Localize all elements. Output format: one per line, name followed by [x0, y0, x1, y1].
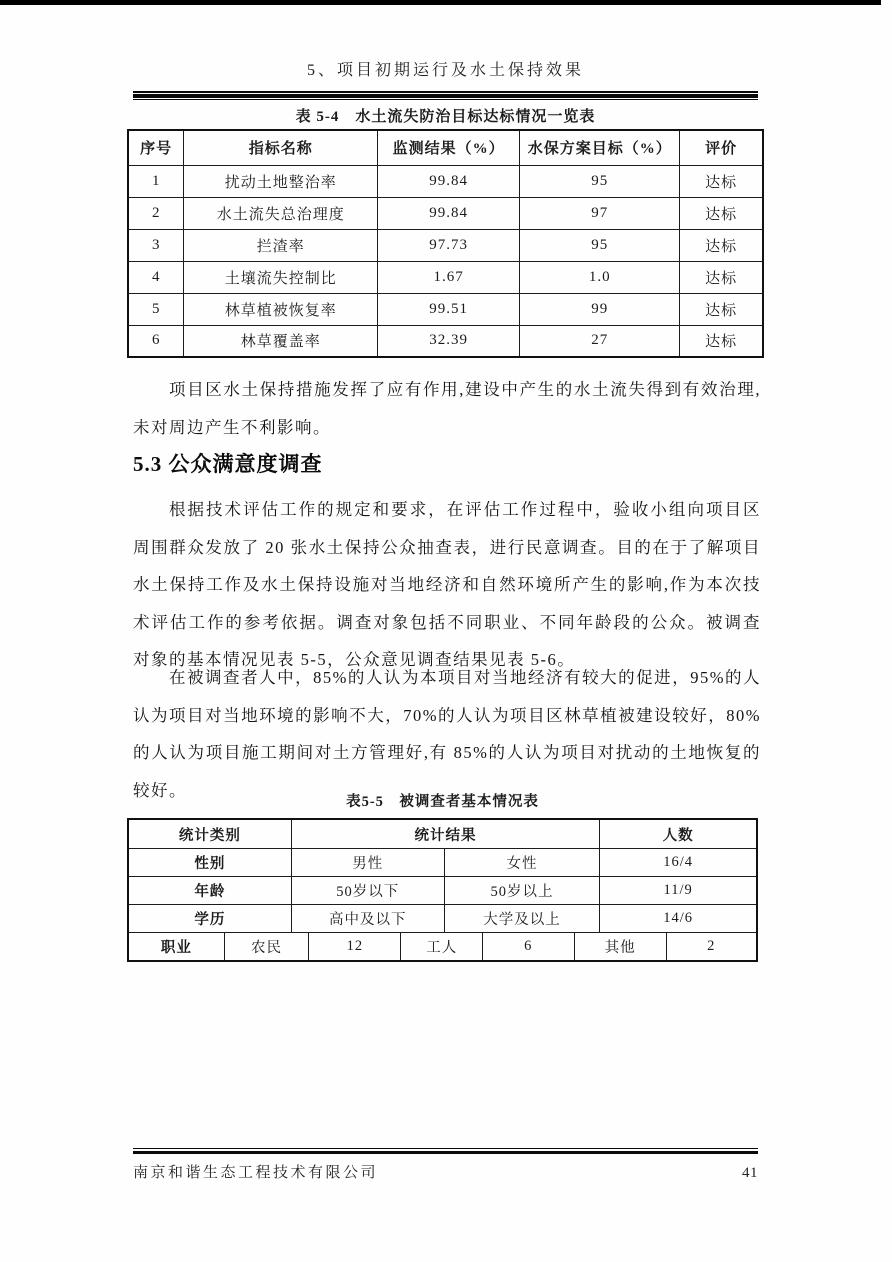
cell: 99.84 — [378, 165, 520, 197]
cell: 职业 — [160, 940, 192, 956]
table-5-5 — [127, 818, 758, 962]
table-row — [128, 197, 763, 229]
page-number: 41 — [742, 1165, 758, 1181]
header-double-rule — [133, 91, 758, 100]
cell: 27 — [520, 325, 680, 357]
section-heading-5-3: 5.3 公众满意度调查 — [133, 452, 323, 476]
cell: 女性 — [444, 849, 599, 876]
cell: 11/9 — [599, 877, 756, 904]
footer-rule-thin — [133, 1148, 758, 1149]
cell: 达标 — [680, 325, 763, 357]
cell: 97.73 — [378, 229, 520, 261]
table-5-5-caption: 表5-5 被调查者基本情况表 — [346, 794, 539, 810]
cell: 工人 — [400, 933, 482, 960]
column-header-plan-target: 水保方案目标（%） — [520, 130, 680, 165]
table-row-occupation — [129, 932, 756, 960]
cell: 土壤流失控制比 — [184, 261, 378, 293]
cell: 6 — [128, 325, 184, 357]
page-footer — [133, 1148, 758, 1182]
cell: 水土流失总治理度 — [184, 197, 378, 229]
paragraph-survey-method: 根据技术评估工作的规定和要求，在评估工作过程中，验收小组向项目区周围群众发放了 20 张水土保持公众抽查表，进行民意调查。目的在于了解项目水土保持工作及水土保持设施对当地经济和自然环境所产生的影响,作为本次技术评估工作的参考依据。调查对象包括不同职业、不同年龄段的公众。被调查对象的基本情况见表 5-5，公众意见调查结果见表 5-6。 — [133, 500, 761, 669]
paragraph-survey-results: 在被调查者人中，85%的人认为本项目对当地经济有较大的促进，95%的人认为项目对当地环境的影响不大，70%的人认为项目区林草植被建设较好，80%的人认为项目施工期间对土方管理好,有 85%的人认为项目对扰动的土地恢复的较好。 — [133, 668, 761, 800]
table-row — [128, 165, 763, 197]
table-row — [128, 229, 763, 261]
cell: 林草植被恢复率 — [184, 293, 378, 325]
table-5-4-caption: 表 5-4 水土流失防治目标达标情况一览表 — [295, 109, 596, 125]
cell: 性别 — [194, 856, 226, 872]
cell: 1 — [128, 165, 184, 197]
cell: 99.84 — [378, 197, 520, 229]
table-row — [128, 293, 763, 325]
column-header-result: 统计结果 — [291, 820, 599, 848]
table-header-row — [129, 820, 756, 848]
running-header: 5、项目初期运行及水土保持效果 — [306, 62, 584, 79]
table-5-4 — [127, 129, 764, 358]
cell: 95 — [520, 229, 680, 261]
cell: 32.39 — [378, 325, 520, 357]
cell: 12 — [308, 933, 400, 960]
column-header-evaluation: 评价 — [680, 130, 763, 165]
cell: 99.51 — [378, 293, 520, 325]
cell: 男性 — [291, 849, 444, 876]
cell: 学历 — [194, 912, 226, 928]
cell: 扰动土地整治率 — [184, 165, 378, 197]
column-header-indicator: 指标名称 — [184, 130, 378, 165]
cell: 年龄 — [194, 884, 226, 900]
cell: 大学及以上 — [444, 905, 599, 932]
cell: 达标 — [680, 293, 763, 325]
column-header-index: 序号 — [128, 130, 184, 165]
column-header-monitor-result: 监测结果（%） — [378, 130, 520, 165]
cell: 林草覆盖率 — [184, 325, 378, 357]
table-row — [128, 325, 763, 357]
cell: 95 — [520, 165, 680, 197]
footer-company-name: 南京和谐生态工程技术有限公司 — [133, 1165, 379, 1181]
column-header-count: 人数 — [599, 820, 756, 848]
column-header-category: 统计类别 — [178, 827, 241, 844]
table-row — [128, 261, 763, 293]
scan-artifact-top-bar — [0, 0, 881, 5]
cell: 3 — [128, 229, 184, 261]
cell: 达标 — [680, 229, 763, 261]
cell: 1.0 — [520, 261, 680, 293]
cell: 2 — [128, 197, 184, 229]
cell: 4 — [128, 261, 184, 293]
cell: 达标 — [680, 165, 763, 197]
table-row-gender — [129, 848, 756, 876]
cell: 达标 — [680, 261, 763, 293]
cell: 99 — [520, 293, 680, 325]
cell: 50岁以上 — [444, 877, 599, 904]
cell: 2 — [666, 933, 756, 960]
table-row-education — [129, 904, 756, 932]
cell: 6 — [482, 933, 574, 960]
cell: 97 — [520, 197, 680, 229]
cell: 其他 — [574, 933, 666, 960]
table-row-age — [129, 876, 756, 904]
cell: 高中及以下 — [291, 905, 444, 932]
footer-rule-thick — [133, 1151, 758, 1154]
cell: 5 — [128, 293, 184, 325]
cell: 农民 — [224, 933, 309, 960]
table-header-row — [128, 130, 763, 165]
cell: 50岁以下 — [291, 877, 444, 904]
paragraph-conclusion: 项目区水土保持措施发挥了应有作用,建设中产生的水土流失得到有效治理,未对周边产生不利影响。 — [133, 380, 761, 437]
cell: 达标 — [680, 197, 763, 229]
cell: 14/6 — [599, 905, 756, 932]
cell: 拦渣率 — [184, 229, 378, 261]
cell: 16/4 — [599, 849, 756, 876]
cell: 1.67 — [378, 261, 520, 293]
